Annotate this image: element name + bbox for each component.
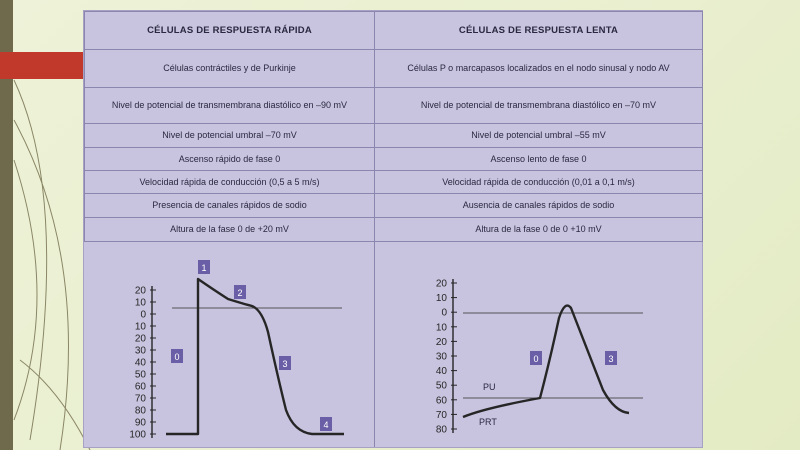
- y-tick-label: 90: [134, 417, 146, 429]
- table-cell: Velocidad rápida de conducción (0,5 a 5 m/s): [85, 171, 375, 194]
- table-cell: Nivel de potencial umbral –55 mV: [375, 124, 703, 148]
- resting-label-prt: PRT: [479, 417, 497, 427]
- badge-phase-3: [279, 356, 291, 370]
- svg-text:0: 0: [533, 354, 539, 364]
- y-tick-label: 10: [134, 321, 146, 333]
- badge-phase-2: [234, 285, 246, 299]
- header-slow-cells: CÉLULAS DE RESPUESTA LENTA: [375, 12, 703, 50]
- y-tick-label: 10: [435, 322, 447, 334]
- svg-text:3: 3: [608, 354, 614, 364]
- svg-text:1: 1: [201, 263, 207, 273]
- comparison-table: [84, 11, 703, 242]
- y-tick-label: 70: [134, 393, 146, 405]
- y-tick-label: 40: [435, 366, 447, 378]
- table-cell: Ascenso rápido de fase 0: [85, 148, 375, 171]
- y-tick-label: 60: [134, 381, 146, 393]
- red-accent-bar: [0, 52, 84, 79]
- table-cell: Células P o marcapasos localizados en el nodo sinusal y nodo AV: [375, 50, 703, 88]
- table-cell: Ausencia de canales rápidos de sodio: [375, 194, 703, 218]
- header-fast-cells: CÉLULAS DE RESPUESTA RÁPIDA: [85, 12, 375, 50]
- svg-text:0: 0: [174, 352, 180, 362]
- table-cell: Nivel de potencial de transmembrana diastólico en –90 mV: [85, 88, 375, 124]
- y-tick-label: 30: [435, 351, 447, 363]
- y-tick-label: 80: [435, 424, 447, 436]
- y-tick-label: 40: [134, 357, 146, 369]
- fast-action-potential-chart: [84, 240, 374, 447]
- y-tick-label: 70: [435, 409, 447, 421]
- y-tick-label: 20: [134, 333, 146, 345]
- slow-action-potential-chart: [375, 240, 702, 447]
- y-tick-label: 30: [134, 345, 146, 357]
- table-header-row: [85, 12, 703, 50]
- y-tick-label: 0: [441, 307, 447, 319]
- table-cell: Velocidad rápida de conducción (0,01 a 0,1 m/s): [375, 171, 703, 194]
- comparison-slide: [83, 10, 703, 448]
- table-row: [85, 171, 703, 194]
- y-tick-label: 80: [134, 405, 146, 417]
- slow-action-potential-curve: [463, 306, 629, 417]
- table-cell: Células contráctiles y de Purkinje: [85, 50, 375, 88]
- badge-phase-0: [530, 351, 542, 365]
- y-tick-label: 100: [129, 429, 146, 441]
- table-cell: Presencia de canales rápidos de sodio: [85, 194, 375, 218]
- y-tick-label: 60: [435, 395, 447, 407]
- badge-phase-1: [198, 260, 210, 274]
- svg-text:4: 4: [323, 420, 329, 430]
- y-tick-label: 10: [435, 293, 447, 305]
- table-row: [85, 218, 703, 242]
- y-tick-label: 20: [134, 285, 146, 297]
- table-cell: Altura de la fase 0 de +20 mV: [85, 218, 375, 242]
- table-row: [85, 124, 703, 148]
- y-tick-label: 20: [435, 278, 447, 290]
- svg-text:2: 2: [237, 288, 243, 298]
- table-row: [85, 194, 703, 218]
- y-tick-label: 10: [134, 297, 146, 309]
- fast-action-potential-curve: [166, 279, 344, 434]
- badge-phase-0: [171, 349, 183, 363]
- table-row: [85, 148, 703, 171]
- y-tick-label: 20: [435, 336, 447, 348]
- table-cell: Nivel de potencial umbral –70 mV: [85, 124, 375, 148]
- svg-text:3: 3: [282, 359, 288, 369]
- badge-phase-4: [320, 417, 332, 431]
- y-tick-label: 0: [140, 309, 146, 321]
- table-row: [85, 50, 703, 88]
- table-row: [85, 88, 703, 124]
- table-cell: Ascenso lento de fase 0: [375, 148, 703, 171]
- action-potential-charts: [84, 240, 702, 447]
- table-cell: Nivel de potencial de transmembrana diastólico en –70 mV: [375, 88, 703, 124]
- y-tick-label: 50: [435, 380, 447, 392]
- y-tick-label: 50: [134, 369, 146, 381]
- table-cell: Altura de la fase 0 de 0 +10 mV: [375, 218, 703, 242]
- badge-phase-3: [605, 351, 617, 365]
- threshold-label-pu: PU: [483, 382, 496, 392]
